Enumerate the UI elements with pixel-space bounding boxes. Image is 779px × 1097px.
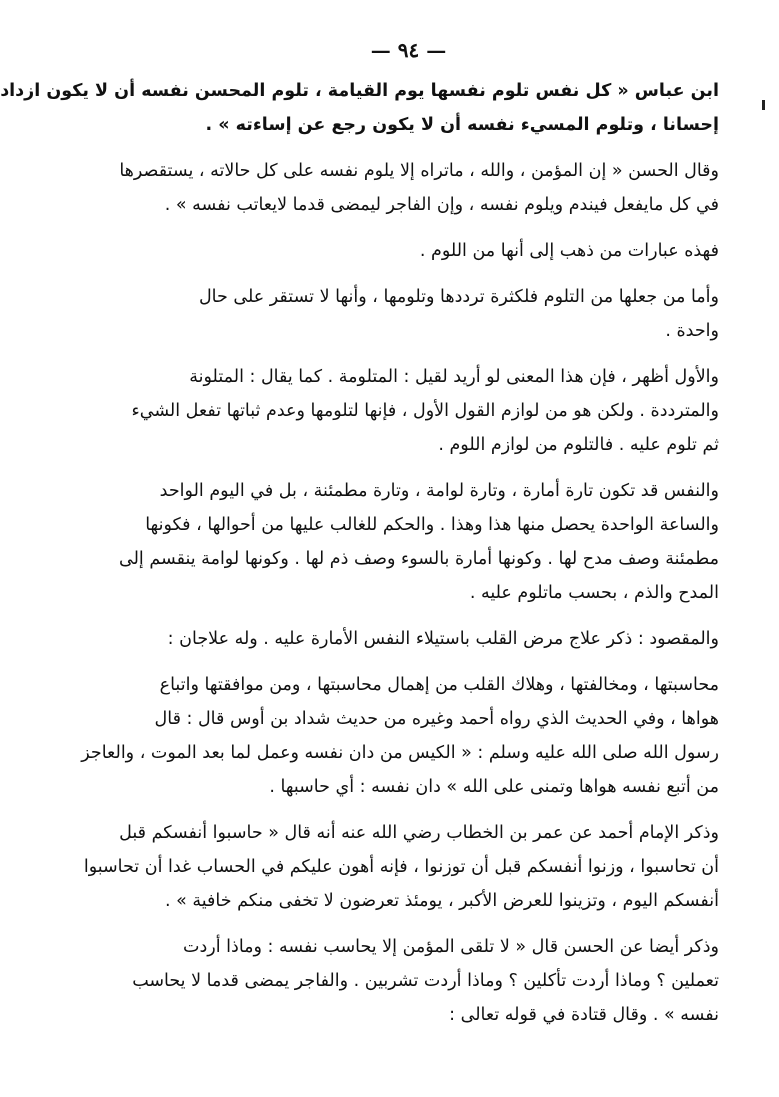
text-line: في كل مايفعل فيندم ويلوم نفسه ، وإن الفاجر ليمضى قدما لايعاتب نفسه » .: [164, 195, 719, 215]
text-line: وذكر الإمام أحمد عن عمر بن الخطاب رضي الله عنه أنه قال « حاسبوا أنفسكم قبل: [119, 823, 719, 843]
paragraph-9: [83, 816, 719, 918]
text-line: نفسه » . وقال قتادة في قوله تعالى :: [449, 1005, 719, 1025]
paragraph-10: [98, 930, 719, 1032]
text-line: أن تحاسبوا ، وزنوا أنفسكم قبل أن توزنوا ، فإنه أهون عليكم في الحساب غدا أن تحاسبوا: [83, 857, 719, 877]
text-line: رسول الله صلى الله عليه وسلم : « الكيس من دان نفسه وعمل لما بعد الموت ، والعاجز: [81, 743, 719, 763]
text-line: محاسبتها ، ومخالفتها ، وهلاك القلب من إهمال محاسبتها ، ومن موافقتها واتباع: [159, 675, 719, 695]
text-line: هواها ، وفي الحديث الذي رواه أحمد وغيره من حديث شداد بن أوس قال : قال: [154, 709, 719, 729]
text-line: وقال الحسن « إن المؤمن ، والله ، ماتراه إلا يلوم نفسه على كل حالاته ، يستقصرها: [119, 161, 719, 181]
paragraph-4: [98, 280, 719, 348]
document-page: [0, 38, 719, 1077]
text-line: وذكر أيضا عن الحسن قال « لا تلقى المؤمن إلا يحاسب نفسه : وماذا أردت: [183, 937, 719, 957]
text-line: والأول أظهر ، فإن هذا المعنى لو أريد لقيل : المتلومة . كما يقال : المتلونة: [189, 367, 719, 387]
text-line: تعملين ؟ وماذا أردت تأكلين ؟ وماذا أردت تشربين . والفاجر يمضى قدما لا يحاسب: [132, 971, 719, 991]
paragraph-7: [98, 622, 719, 656]
paragraph-3: [98, 234, 719, 268]
page-number: — ٩٤ —: [370, 38, 447, 62]
paragraph-5: [98, 360, 719, 462]
paragraph-1: [0, 74, 719, 142]
text-line: والمترددة . ولكن هو من لوازم القول الأول ، فإنها لتلومها وعدم ثباتها تفعل الشيء: [131, 401, 719, 421]
text-line: ثم تلوم عليه . فالتلوم من لوازم اللوم .: [438, 435, 719, 455]
paragraph-6: [98, 474, 719, 610]
text-line: مطمئنة وصف مدح لها . وكونها أمارة بالسوء وصف ذم لها . وكونها لوامة ينقسم إلى: [119, 549, 719, 569]
paragraph-2: [98, 154, 719, 222]
text-line: ابن عباس « كل نفس تلوم نفسها يوم القيامة ، تلوم المحسن نفسه أن لا يكون ازداد: [0, 81, 719, 101]
text-line: إحسانا ، وتلوم المسيء نفسه أن لا يكون رجع عن إساءته » .: [205, 115, 719, 135]
text-line: فهذه عبارات من ذهب إلى أنها من اللوم .: [419, 241, 719, 261]
text-line: واحدة .: [665, 321, 719, 341]
text-line: وأما من جعلها من التلوم فلكثرة ترددها وتلومها ، وأنها لا تستقر على حال: [198, 287, 719, 307]
text-line: أنفسكم اليوم ، وتزينوا للعرض الأكبر ، يومئذ تعرضون لا تخفى منكم خافية » .: [164, 891, 719, 911]
text-line: من أتبع نفسه هواها وتمنى على الله » دان نفسه : أي حاسبها .: [269, 777, 719, 797]
text-line: والنفس قد تكون تارة أمارة ، وتارة لوامة ، وتارة مطمئنة ، بل في اليوم الواحد: [159, 481, 719, 501]
paragraph-8: [81, 668, 719, 804]
margin-mark: [762, 100, 765, 110]
text-line: المدح والذم ، بحسب ماتلوم عليه .: [469, 583, 719, 603]
text-line: والساعة الواحدة يحصل منها هذا وهذا . والحكم للغالب عليها من أحوالها ، فكونها: [145, 515, 719, 535]
text-line: والمقصود : ذكر علاج مرض القلب باستيلاء النفس الأمارة عليه . وله علاجان :: [167, 629, 719, 649]
